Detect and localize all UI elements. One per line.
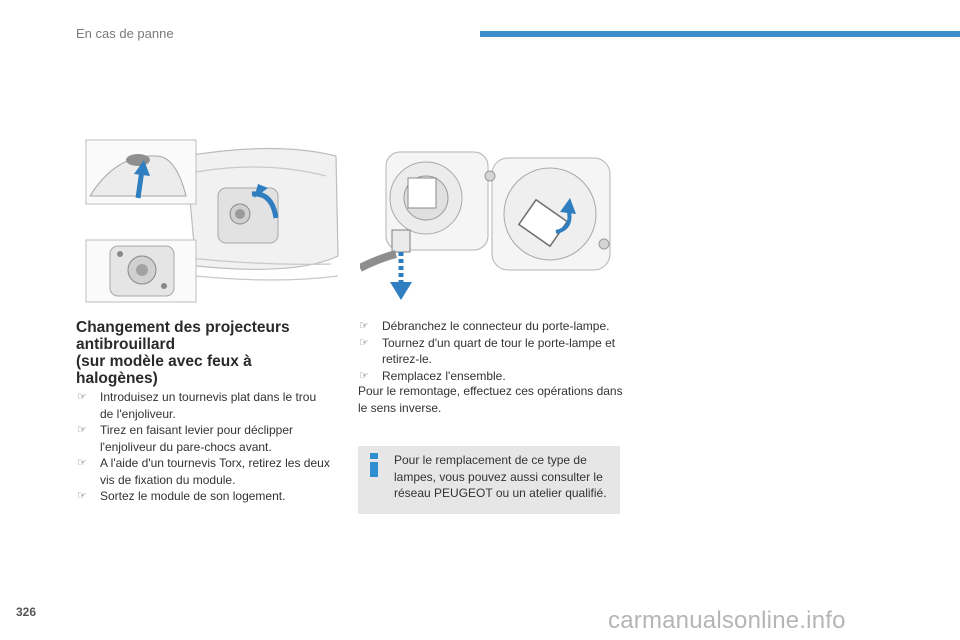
- pointing-hand-icon: ☞: [359, 336, 369, 349]
- list-item: ☞ Remplacez l'ensemble.: [359, 368, 506, 383]
- info-box: [358, 446, 620, 514]
- section-title: Changement des projecteurs antibrouillard (sur modèle avec feux à halogènes): [76, 319, 290, 387]
- inset-top-panel: [86, 140, 196, 204]
- header-accent-bar: [480, 31, 960, 37]
- inset-bottom-panel: [86, 240, 196, 302]
- list-item: ☞ Tournez d'un quart de tour le porte-lampe et retirez-le.: [359, 335, 616, 366]
- fog-lamp-module: [218, 188, 278, 243]
- down-arrow-icon: [390, 282, 412, 300]
- page-number: 326: [16, 605, 37, 619]
- list-item: ☞ Débranchez le connecteur du porte-lampe.: [359, 319, 610, 333]
- lamp-steps-list: [358, 318, 623, 384]
- pointing-hand-icon: ☞: [77, 391, 87, 403]
- chapter-title: En cas de panne: [76, 26, 174, 41]
- list-item: ☞ Sortez le module de son logement.: [77, 489, 286, 503]
- pointing-hand-icon: ☞: [359, 369, 369, 382]
- list-item: ☞ Tirez en faisant levier pour déclipper l'enjoliveur du pare-chocs avant.: [77, 423, 293, 454]
- pointing-hand-icon: ☞: [359, 320, 369, 332]
- lamp-holder-illustration: [360, 136, 622, 304]
- list-item: ☞ Introduisez un tournevis plat dans le trou de l'enjoliveur.: [77, 390, 317, 421]
- removal-steps-list: [76, 389, 331, 505]
- bumper-removal-illustration: [76, 136, 342, 304]
- info-icon: [367, 453, 381, 477]
- watermark: carmanualsonline.info: [608, 607, 846, 634]
- list-item: ☞ A l'aide d'un tournevis Torx, retirez les deux vis de fixation du module.: [77, 456, 330, 487]
- reassembly-note: Pour le remontage, effectuez ces opérations dans le sens inverse.: [358, 384, 623, 415]
- pointing-hand-icon: ☞: [77, 457, 87, 469]
- pointing-hand-icon: ☞: [77, 490, 87, 502]
- info-text: Pour le remplacement de ce type de lampes, vous pouvez aussi consulter le réseau PEUGEOT ou un atelier qualifié.: [394, 453, 607, 500]
- connector: [360, 230, 412, 300]
- fog-lamp-back-right: [485, 158, 610, 270]
- pointing-hand-icon: ☞: [77, 424, 87, 436]
